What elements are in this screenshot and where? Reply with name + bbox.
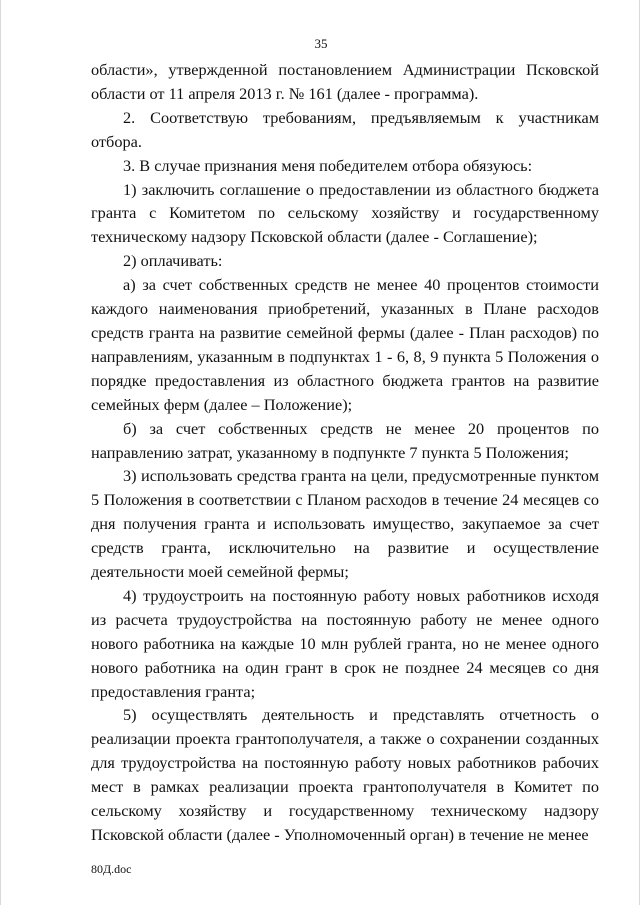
paragraph-subitem-2b: б) за счет собственных средств не менее 20 процентов по направлению затрат, указанному в подпункте 7 пункта 5 Положения; [91,418,599,462]
paragraph-subitem-5: 5) осуществлять деятельность и представлять отчетность о реализации проекта грантополучателя, а также о сохранении созданных для трудоустройства на постоянную работу новых работников рабочих мест в рамках реализации проекта грантополучателя в Комитет по сельскому хозяйству и государственному техническому надзору Псковской области (далее - Уполномоченный орган) в течение не менее [91,705,599,844]
paragraph-item-2: 2. Соответствую требованиям, предъявляемым к участникам отбора. [91,107,599,151]
paragraph-subitem-1: 1) заключить соглашение о предоставлении из областного бюджета гранта с Комитетом по сельскому хозяйству и государственному техническому надзору Псковской области (далее - Соглашение); [91,179,599,247]
paragraph-subitem-2: 2) оплачивать: [123,251,223,271]
paragraph-subitem-2a: а) за счет собственных средств не менее 40 процентов стоимости каждого наименования приобретений, указанных в Плане расходов средств гранта на развитие семейной фермы (далее - План расходов) по направлениям, указанным в подпунктах 1 - 6, 8, 9 пункта 5 Положения о порядке предоставления из областного бюджета грантов на развитие семейных ферм (далее – Положение); [91,275,599,414]
page-number: 35 [314,36,328,51]
paragraph-subitem-4: 4) трудоустроить на постоянную работу новых работников исходя из расчета трудоустройства на постоянную работу не менее одного нового работника на каждые 10 млн рублей гранта, но не менее одного нового работника на один грант в срок не позднее 24 месяцев со дня предоставления гранта; [91,585,599,701]
paragraph-item-3: 3. В случае признания меня победителем отбора обязуюсь: [123,155,533,175]
paragraph-intro: области», утвержденной постановлением Администрации Псковской области от 11 апреля 2013 г. № 161 (далее - программа). [91,60,599,103]
paragraph-subitem-3: 3) использовать средства гранта на цели, предусмотренные пунктом 5 Положения в соответствии с Планом расходов в течение 24 месяцев со дня получения гранта и использовать имущество, закупаемое за счет средств гранта, исключительно на развитие и осуществление деятельности моей семейной фермы; [91,466,599,582]
footer-filename: 80Д.doc [91,862,132,876]
document-body [91,58,599,847]
